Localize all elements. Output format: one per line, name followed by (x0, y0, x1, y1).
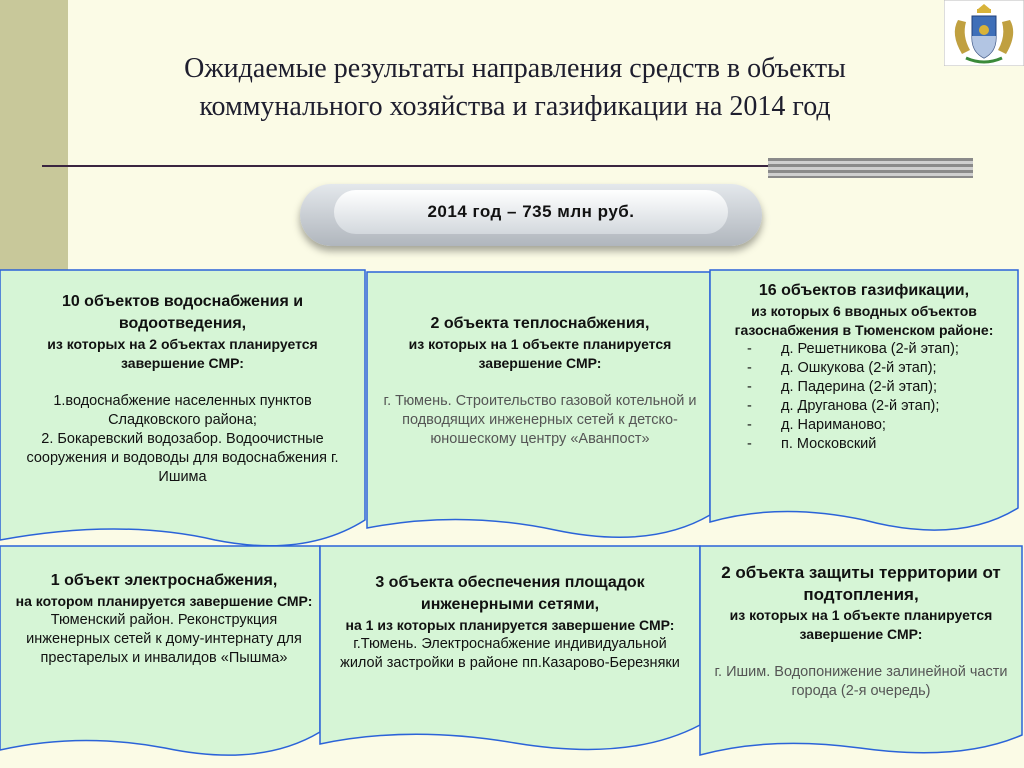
card-gas-sub: из которых 6 вводных объектов газоснабжения в Тюменском районе: (734, 303, 994, 338)
card-sites-sub: на 1 из которых планируется завершение СМР: (345, 617, 675, 633)
title-line-2: коммунального хозяйства и газификации на 2014 год (199, 91, 831, 122)
list-item: - д. Ошкукова (2-й этап); (747, 360, 937, 376)
card-water-item-2: 2. Бокаревский водозабор. Водоочистные сооружения и водоводы для водоснабжения г. Ишима (26, 431, 339, 485)
card-heat-heading: 2 объекта теплоснабжения, (430, 315, 650, 332)
card-sites-heading: 3 объекта обеспечения площадок инженерными сетями, (375, 574, 645, 613)
title-line-1: Ожидаемые результаты направления средств в объекты (184, 53, 846, 84)
list-item: - п. Московский (747, 436, 877, 452)
card-flood-heading: 2 объекта защиты территории от подтопления, (721, 563, 1001, 604)
card-water-sub: из которых на 2 объектах планируется завершение СМР: (47, 336, 318, 371)
total-budget-text: 2014 год – 735 млн руб. (334, 190, 728, 234)
card-flood-body: г. Ишим. Водопонижение залинейной части города (2-я очередь) (714, 664, 1008, 699)
card-power-heading: 1 объект электроснабжения, (50, 572, 278, 589)
card-water (10, 291, 355, 487)
card-water-item-1: 1.водоснабжение населенных пунктов Сладковского района; (53, 393, 312, 428)
card-sites (330, 572, 690, 673)
card-flood-sub: из которых на 1 объекте планируется завершение СМР: (729, 607, 993, 642)
card-power-body: Тюменский район. Реконструкция инженерных сетей к дому-интернату для престарелых и инвалидов «Пышма» (26, 612, 302, 666)
card-gas-heading: 16 объектов газификации, (758, 282, 970, 299)
card-flood (706, 562, 1016, 701)
card-power (14, 570, 314, 668)
list-item: - д. Нариманово; (747, 417, 886, 433)
card-sites-body: г.Тюмень. Электроснабжение индивидуальной жилой застройки в районе пп.Казарово-Березняки (340, 636, 680, 671)
card-power-sub: на котором планируется завершение СМР: (15, 593, 313, 609)
list-item: - д. Решетникова (2-й этап); (747, 341, 959, 357)
card-gas-list (716, 340, 1012, 454)
list-item: - д. Падерина (2-й этап); (747, 379, 937, 395)
card-heat (380, 313, 700, 449)
list-item: - д. Друганова (2-й этап); (747, 398, 940, 414)
card-heat-sub: из которых на 1 объекте планируется завершение СМР: (408, 336, 672, 371)
card-water-heading: 10 объектов водоснабжения и водоотведения, (61, 293, 304, 332)
card-heat-body: г. Тюмень. Строительство газовой котельной и подводящих инженерных сетей к детско-юношескому центру «Аванпост» (383, 393, 697, 447)
card-gas (716, 280, 1012, 454)
